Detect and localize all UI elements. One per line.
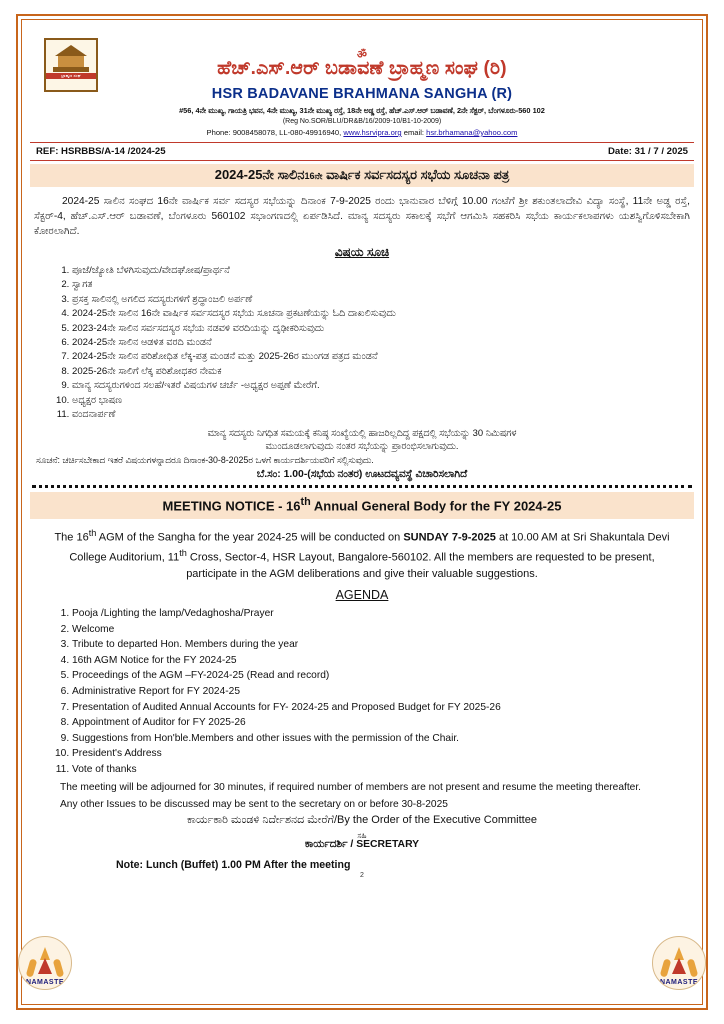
notice-text-2: AGM of the Sangha for the year 2024-25 will be conducted on bbox=[96, 531, 404, 544]
header-divider bbox=[30, 142, 694, 143]
email-link[interactable]: hsr.brhamana@yahoo.com bbox=[426, 128, 518, 137]
address-line: #56, 4ನೇ ಮುಖ್ಯ, ಗಾಯತ್ರಿ ಭವನ, 4ನೇ ಮುಖ್ಯ, 31ನೇ ಮುಖ್ಯ ರಸ್ತೆ, 18ನೇ ಅಡ್ಡ ರಸ್ತೆ, ಹೆಚ್.ಎಸ್.ಆರ್ ಬಡಾವಣೆ, 2ನೇ ಸೆಕ್ಟರ್, ಬೆಂಗಳೂರು-560 102 bbox=[179, 106, 545, 115]
website-link[interactable]: www.hsrvipra.org bbox=[343, 128, 402, 137]
by-order-english: /By the Order of the Executive Committee bbox=[333, 813, 537, 826]
om-icon: ॐ bbox=[356, 49, 368, 61]
kannada-quorum-line-1: ಮಾನ್ಯ ಸದಸ್ಯರು ನಿಗಧಿತ ಸಮಯಕ್ಕೆ ಕನಿಷ್ಠ ಸಂಖ್ಯೆಯಲ್ಲಿ ಹಾಜರಿಲ್ಲದಿದ್ದ ಪಕ್ಷದಲ್ಲಿ ಸಭೆಯನ್ನು 30 ನಿಮಿಷಗಳ bbox=[207, 427, 517, 439]
english-banner-suffix: Annual General Body for the FY 2024-25 bbox=[310, 498, 562, 514]
adjourn-note-text: The meeting will be adjourned for 30 minutes, if required number of members are not present and resume the meeting thereafter. bbox=[60, 781, 642, 793]
list-item: 6. 2024-25ನೇ ಸಾಲಿನ ಆಡಳಿತ ವರದಿ ಮಂಡನೆ bbox=[72, 336, 694, 350]
document-content bbox=[30, 26, 694, 998]
kannada-notice-banner bbox=[30, 164, 694, 187]
page-title-english: HSR BADAVANE BRAHMANA SANGHA (R) bbox=[211, 86, 513, 102]
kannada-banner-sup: 16ನೇ bbox=[304, 171, 323, 181]
phone-text: Phone: 9008458078, LL-080-49916940, bbox=[206, 128, 342, 137]
list-item: 11. ವಂದನಾರ್ಪಣೆ bbox=[72, 408, 694, 422]
kannada-quorum-line-2: ಮುಂದೂಡಲಾಗುವುದು ನಂತರ ಸಭೆಯನ್ನು ಪ್ರಾರಂಭಿಸಲಾಗುವುದು. bbox=[265, 440, 459, 452]
list-item: 5. Proceedings of the AGM –FY-2024-25 (Read and record) bbox=[72, 668, 694, 684]
namaste-label: NAMASTE bbox=[25, 979, 65, 986]
kannada-banner-prefix: 2024-25ನೇ ಸಾಲಿನ bbox=[214, 167, 305, 182]
namaste-logo-left bbox=[18, 936, 72, 990]
list-item: 8. Appointment of Auditor for FY 2025-26 bbox=[72, 715, 694, 731]
list-item: 7. Presentation of Audited Annual Accounts for FY- 2024-25 and Proposed Budget for FY 2025-26 bbox=[72, 700, 694, 716]
english-other-issues bbox=[30, 797, 694, 812]
by-order-kannada: ಕಾರ್ಯಕಾರಿ ಮಂಡಳಿ ನಿರ್ದೇಶನದ ಮೇರೆಗೆ bbox=[187, 813, 334, 826]
list-item: 11. Vote of thanks bbox=[72, 762, 694, 778]
kannada-agenda-title: ವಿಷಯ ಸೂಚಿ bbox=[334, 245, 390, 259]
page-number: 2 bbox=[360, 871, 364, 879]
english-agenda-list bbox=[30, 606, 694, 778]
list-item: 7. 2024-25ನೇ ಸಾಲಿನ ಪರಿಶೋಧಿತ ಲೆಕ್ಕ-ಪತ್ರ ಮಂಡನೆ ಮತ್ತು 2025-26ರ ಮುಂಗಡ ಪತ್ರದ ಮಂಡನೆ bbox=[72, 350, 694, 364]
sangha-logo bbox=[44, 38, 98, 92]
by-order-line bbox=[30, 814, 694, 827]
notice-text-1: The 16 bbox=[54, 531, 89, 544]
list-item: 2. ಸ್ವಾಗತ bbox=[72, 278, 694, 292]
list-item: 3. Tribute to departed Hon. Members during the year bbox=[72, 637, 694, 653]
list-item: 3. ಪ್ರಸಕ್ತ ಸಾಲಿನಲ್ಲಿ ಅಗಲಿದ ಸದಸ್ಯರುಗಳಿಗೆ ಶ್ರದ್ಧಾಂಜಲಿ ಅರ್ಪಣೆ bbox=[72, 293, 694, 307]
signature-block bbox=[30, 831, 694, 851]
kannada-quorum-note bbox=[30, 426, 694, 452]
english-banner-sup: th bbox=[300, 496, 311, 509]
signature-separator: / bbox=[350, 838, 354, 850]
kannada-banner-suffix: ವಾರ್ಷಿಕ ಸರ್ವಸದಸ್ಯರ ಸಭೆಯ ಸೂಚನಾ ಪತ್ರ bbox=[326, 167, 510, 182]
list-item: 10. President's Address bbox=[72, 746, 694, 762]
kannada-suchane-note: ಸೂಚನೆ: ಚರ್ಚಿಸಬೇಕಾದ ಇತರೆ ವಿಷಯಗಳನ್ನಾದರೂ ದಿನಾಂಕ-30-8-2025ರ ಒಳಗೆ ಕಾರ್ಯದರ್ಶಿಯವರಿಗೆ ಸಲ್ಲಿಸುವುದು. bbox=[36, 455, 374, 466]
section-divider-dotted bbox=[32, 485, 692, 488]
logo-caption: ಬ್ರಾಹ್ಮಣ ಸಂಘ bbox=[46, 73, 96, 79]
kannada-title-text: ಹೆಚ್.ಎಸ್.ಆರ್ ಬಡಾವಣೆ ಬ್ರಾಹ್ಮಣ ಸಂಘ (ರಿ) bbox=[217, 58, 507, 79]
english-notice-banner bbox=[30, 492, 694, 518]
temple-icon bbox=[51, 42, 91, 72]
kannada-lunch-note: ಬೆ.ಸಂ: 1.00-(ಸಭೆಯ ನಂತರ) ಊಟದವ್ಯವಸ್ಥೆ ವಿಚಾರಿಸಲಾಗಿದೆ bbox=[256, 469, 468, 481]
english-banner-prefix: MEETING NOTICE - 16 bbox=[162, 498, 301, 514]
list-item: 2. Welcome bbox=[72, 622, 694, 638]
list-item: 5. 2023-24ನೇ ಸಾಲಿನ ಸರ್ವಸದಸ್ಯರ ಸಭೆಯ ನಡವಳಿ ವರದಿಯನ್ನು ದೃಢೀಕರಿಸುವುದು bbox=[72, 322, 694, 336]
english-adjourn-note bbox=[30, 780, 694, 795]
registration-line: (Reg No.SOR/BLU/DR&B/16/2009-10/B1-10-2009) bbox=[282, 118, 442, 125]
signature-label-kannada: ಸಹಿ bbox=[357, 830, 367, 840]
secretary-english: SECRETARY bbox=[356, 838, 420, 850]
ref-date-row bbox=[30, 143, 694, 161]
list-item: 1. ಪೂಜೆ/ಜ್ಯೋತಿ ಬೆಳಗಿಸುವುದು/ವೇದಘೋಷ/ಪ್ರಾರ್ಥನೆ bbox=[72, 264, 694, 278]
list-item: 9. ಮಾನ್ಯ ಸದಸ್ಯರುಗಳಿಂದ ಸಲಹೆ/ಇತರೆ ವಿಷಯಗಳ ಚರ್ಚೆ -ಅಧ್ಯಕ್ಷರ ಅಪ್ಪಣೆ ಮೇರೆಗೆ. bbox=[72, 379, 694, 393]
notice-text-3: at 10.00 AM at Sri Shakuntala Devi College Auditorium, 11 bbox=[69, 531, 670, 565]
list-item: 1. Pooja /Lighting the lamp/Vedaghosha/Prayer bbox=[72, 606, 694, 622]
page-title-kannada bbox=[30, 26, 694, 80]
kannada-paragraph: 2024-25 ಸಾಲಿನ ಸಂಘದ 16ನೇ ವಾರ್ಷಿಕ ಸರ್ವ ಸದಸ್ಯರ ಸಭೆಯನ್ನು ದಿನಾಂಕ 7-9-2025 ರಂದು ಭಾನುವಾರ ಬೆಳಿಗ್ಗೆ 10.00 ಗಂಟೆಗೆ ಶ್ರೀ ಶಕುಂತಲಾದೇವಿ ವಿದ್ಯಾ ಸಂಸ್ಥೆ, 11ನೇ ಅಡ್ಡ ರಸ್ತೆ, ಸೆಕ್ಟರ್-4, ಹೆಚ್.ಎಸ್.ಆರ್ ಬಡಾವಣೆ, ಬೆಂಗಳೂರು 560102 ಸಭಾಂಗಣದಲ್ಲಿ ಏರ್ಪಡಿಸಿದೆ. ಮಾನ್ಯ ಸದಸ್ಯರು ಸಕಾಲಕ್ಕೆ ಸಭೆಗೆ ಆಗಮಿಸಿ ಸಹಕರಿಸಿ ಸಭೆಯ ಕಾರ್ಯಕಲಾಪಗಳು ಯಶಸ್ವಿಗೊಳಿಸಬೇಕಾಗಿ ಕೋರಲಾಗಿದೆ. bbox=[34, 196, 690, 237]
list-item: 4. 16th AGM Notice for the FY 2024-25 bbox=[72, 653, 694, 669]
namaste-figure-icon bbox=[653, 945, 705, 979]
secretary-kannada: ಕಾರ್ಯದರ್ಶಿ bbox=[304, 838, 348, 850]
letterhead bbox=[30, 26, 694, 143]
english-notice-paragraph bbox=[50, 525, 674, 582]
namaste-figure-icon bbox=[19, 945, 71, 979]
notice-sup-1: th bbox=[88, 527, 97, 538]
list-item: 8. 2025-26ನೇ ಸಾಲಿಗೆ ಲೆಕ್ಕ ಪರಿಶೋಧಕರ ನೇಮಕ bbox=[72, 365, 694, 379]
english-lunch-note: Note: Lunch (Buffet) 1.00 PM After the meeting bbox=[116, 858, 351, 871]
list-item: 10. ಅಧ್ಯಕ್ಷರ ಭಾಷಣ bbox=[72, 394, 694, 408]
document-date: Date: 31 / 7 / 2025 bbox=[608, 146, 688, 157]
kannada-agenda-list bbox=[30, 264, 694, 422]
notice-text-4: Cross, Sector-4, HSR Layout, Bangalore-560102. All the members are requested to be present, participate in the AGM deliberations and give their valuable suggestions. bbox=[186, 552, 655, 581]
list-item: 6. Administrative Report for FY 2024-25 bbox=[72, 684, 694, 700]
english-agenda-title: AGENDA bbox=[335, 588, 389, 603]
list-item: 4. 2024-25ನೇ ಸಾಲಿನ 16ನೇ ವಾರ್ಷಿಕ ಸರ್ವಸದಸ್ಯರ ಸಭೆಯ ಸೂಚನಾ ಪ್ರಕಟಣೆಯನ್ನು ಓದಿ ದಾಖಲಿಸುವುದು bbox=[72, 307, 694, 321]
reference-number: REF: HSRBBS/A-14 /2024-25 bbox=[36, 146, 166, 157]
namaste-label: NAMASTE bbox=[659, 979, 699, 986]
notice-date: 7-9-2025 bbox=[451, 531, 496, 544]
list-item: 9. Suggestions from Hon'ble.Members and other issues with the permission of the Chair. bbox=[72, 731, 694, 747]
other-issues-text: Any other Issues to be discussed may be sent to the secretary on or before 30-8-2025 bbox=[60, 798, 448, 810]
notice-day: SUNDAY bbox=[403, 531, 449, 544]
namaste-logo-right bbox=[652, 936, 706, 990]
contact-line bbox=[30, 128, 694, 137]
notice-sup-2: th bbox=[179, 548, 187, 559]
email-label: email: bbox=[403, 128, 425, 137]
